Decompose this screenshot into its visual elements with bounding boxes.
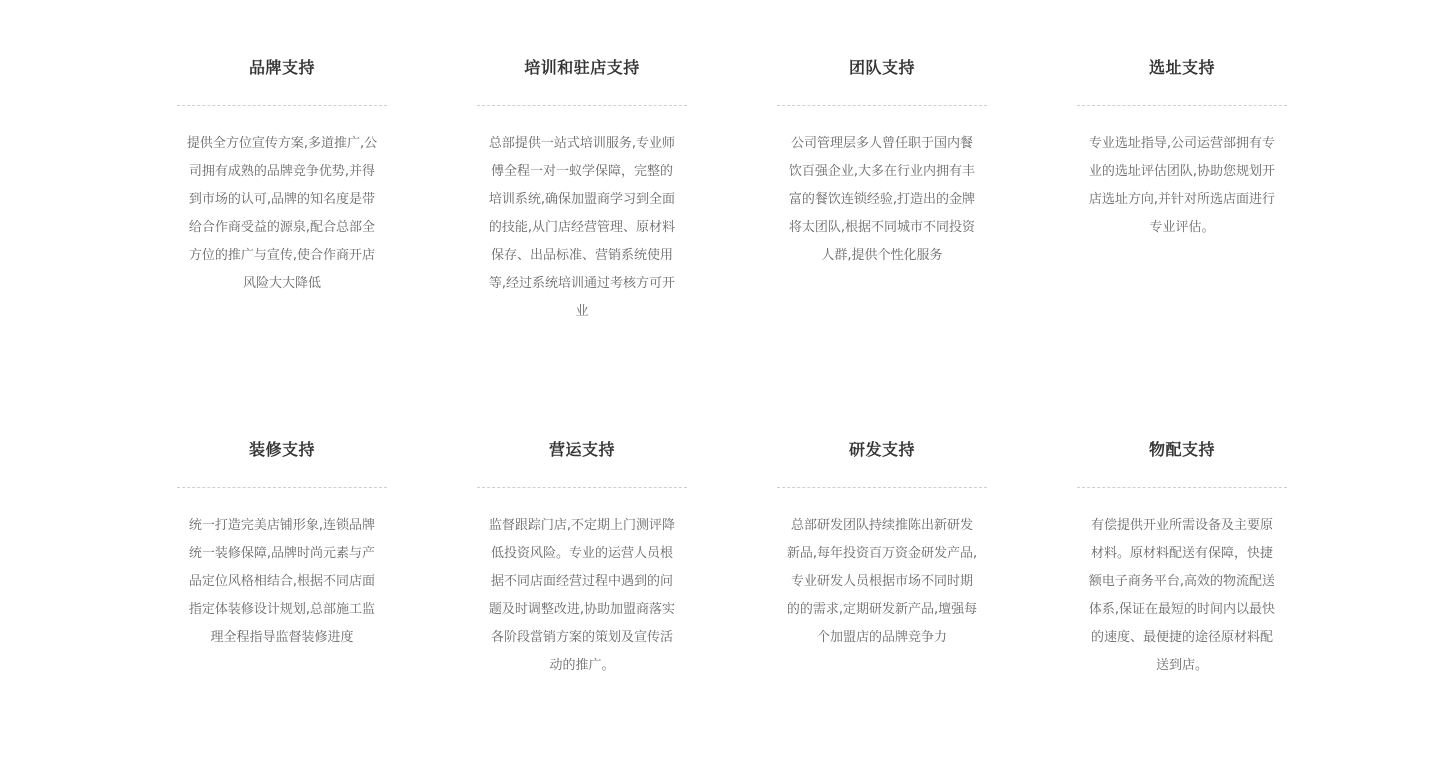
card-description: 公司管理层多人曾任职于国内餐饮百强企业,大多在行业内拥有丰富的餐饮连锁经验,打造出的金牌将太团队,根据不同城市不同投资人群,提供个性化服务 <box>788 136 976 263</box>
card-description: 提供全方位宣传方案,多道推广,公司拥有成熟的品牌竞争优势,并得到市场的认可,品牌的知名度是带给合作商受益的源泉,配合总部全方位的推广与宣传,使合作商开店风险大大降低 <box>186 136 378 291</box>
card-divider <box>177 105 387 106</box>
support-card-operations <box>477 439 687 680</box>
card-divider <box>1077 105 1287 106</box>
card-divider <box>477 105 687 106</box>
card-title: 装修支持 <box>248 440 315 459</box>
support-card-decoration <box>177 439 387 652</box>
card-divider <box>777 487 987 488</box>
card-description: 有偿提供开业所需设备及主要原材料。原材料配送有保障，快捷额电子商务平台,高效的物流配送体系,保证在最短的时间内以最快的速度、最便捷的途径原材料配送到店。 <box>1088 518 1276 673</box>
card-title: 培训和驻店支持 <box>524 58 640 77</box>
card-divider <box>477 487 687 488</box>
support-card-site-selection <box>1077 57 1287 242</box>
card-title: 物配支持 <box>1148 440 1215 459</box>
card-divider <box>1077 487 1287 488</box>
card-description: 统一打造完美店铺形象,连锁品牌统一装修保障,品牌时尚元素与产品定位风格相结合,根据不同店面指定体装修设计规划,总部施工监理全程指导监督装修进度 <box>188 518 376 645</box>
support-card-rnd <box>777 439 987 652</box>
card-title: 研发支持 <box>848 440 915 459</box>
card-description: 专业选址指导,公司运营部拥有专业的选址评估团队,协助您规划开店选址方向,并针对所选店面进行专业评估。 <box>1088 136 1276 235</box>
card-title: 营运支持 <box>548 440 615 459</box>
card-title: 品牌支持 <box>248 58 315 77</box>
card-description: 总部研发团队持续推陈出新研发新品,每年投资百万资金研发产品,专业研发人员根据市场不同时期的的需求,定期研发新产品,壇强每个加盟店的品牌竞争力 <box>786 518 978 645</box>
support-card-team <box>777 57 987 270</box>
card-divider <box>777 105 987 106</box>
support-card-training <box>477 57 687 326</box>
support-card-logistics <box>1077 439 1287 680</box>
card-title: 团队支持 <box>848 58 915 77</box>
card-description: 监督跟踪门店,不定期上门测评降低投资风险。专业的运营人员根据不同店面经营过程中遇到的问题及时调整改进,协助加盟商落实各阶段當销方案的策划及宣传活动的推广。 <box>488 518 676 673</box>
card-description: 总部提供一站式培训服务,专业师傅全程一对一蚁学保障，完整的培训系统,确保加盟商学习到全面的技能,从门店经营管理、原材料保存、出品标准、营销系统使用等,经过系统培训通过考核方可开业 <box>488 136 676 319</box>
card-title: 选址支持 <box>1148 58 1215 77</box>
support-card-brand <box>177 57 387 298</box>
card-divider <box>177 487 387 488</box>
